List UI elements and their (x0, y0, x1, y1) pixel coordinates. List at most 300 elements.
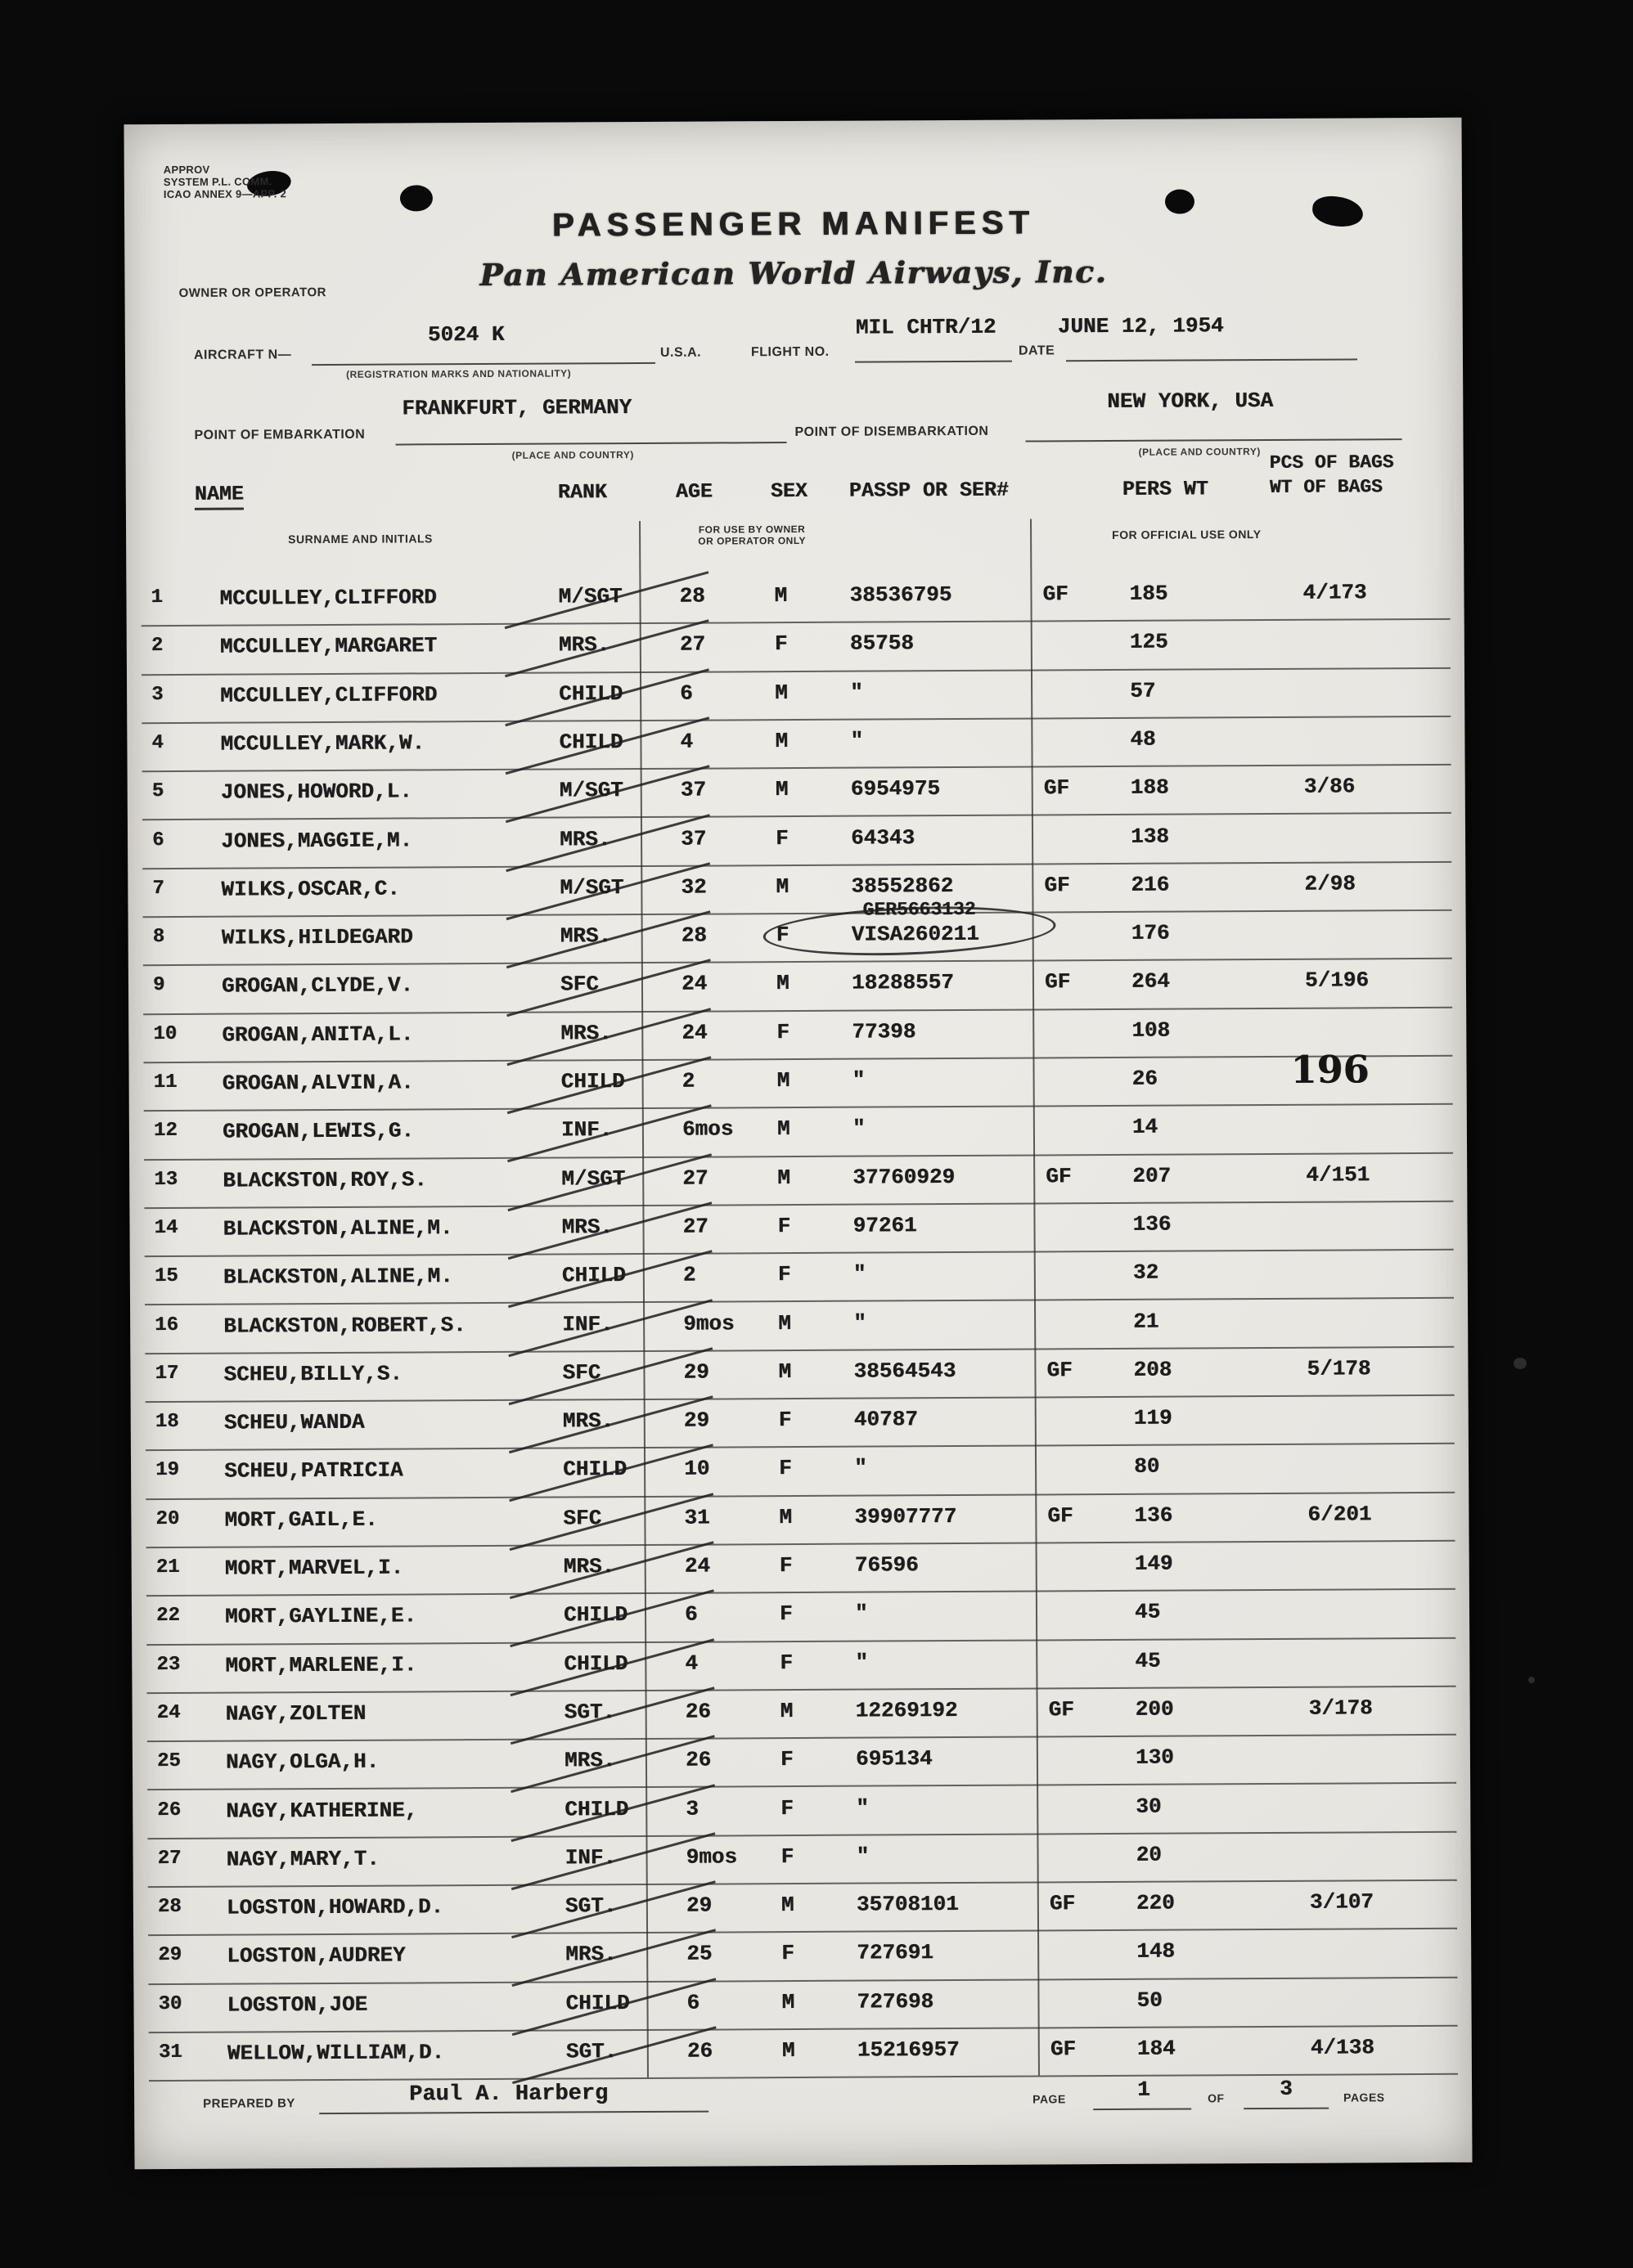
cell-pers-wt: 220 (1136, 1890, 1175, 1915)
cell-pers-wt: 80 (1133, 1454, 1160, 1480)
cell-name: JONES,MAGGIE,M. (220, 827, 413, 854)
cell-passport: " (854, 1601, 868, 1626)
page-number: 1 (1136, 2077, 1150, 2102)
table-row (144, 1152, 1453, 1209)
embarkation-label: POINT OF EMBARKATION (194, 427, 366, 442)
cell-name: BLACKSTON,ALINE,M. (223, 1264, 453, 1290)
cell-passport: 38564543 (853, 1358, 956, 1384)
cell-gf-mark: GF (1047, 1502, 1073, 1529)
cell-sex: M (775, 680, 788, 705)
cell-age: 31 (684, 1505, 710, 1530)
cell-sex: M (778, 1359, 792, 1384)
cell-rank: M/SGT (560, 874, 624, 900)
cell-age: 28 (681, 923, 707, 948)
cell-pers-wt: 208 (1133, 1357, 1172, 1382)
cell-passport: 37760929 (852, 1164, 956, 1190)
row-number: 9 (152, 974, 165, 997)
cell-rank: MRS. (560, 1020, 612, 1046)
table-row (146, 1394, 1455, 1452)
cell-rank: MRS. (560, 923, 612, 949)
row-number: 2 (151, 635, 164, 658)
checkmark-slash (506, 814, 710, 872)
flight-date: JUNE 12, 1954 (1057, 313, 1224, 339)
form-rule (1026, 438, 1402, 442)
prepared-by-value: Paul A. Harberg (409, 2082, 609, 2108)
cell-sex: F (776, 923, 790, 948)
cell-pers-wt: 176 (1131, 920, 1170, 945)
cell-pers-wt: 125 (1129, 629, 1168, 655)
cell-bags: 3/107 (1309, 1889, 1374, 1915)
flight-no-label: FLIGHT NO. (750, 344, 830, 360)
row-number: 15 (154, 1265, 178, 1288)
checkmark-slash (512, 2026, 717, 2084)
cell-name: GROGAN,ALVIN,A. (222, 1070, 414, 1096)
cell-age: 2 (682, 1068, 695, 1094)
cell-sex: F (774, 631, 788, 657)
cell-age: 27 (682, 1165, 709, 1191)
table-row (143, 958, 1452, 1015)
cell-sex: F (778, 1408, 792, 1433)
cell-gf-mark: GF (1044, 969, 1071, 995)
cell-rank: CHILD (559, 680, 623, 707)
checkmark-slash (511, 1784, 715, 1842)
cell-gf-mark: GF (1048, 1697, 1074, 1722)
cell-passport: 12269192 (855, 1697, 958, 1723)
cell-pers-wt: 200 (1135, 1696, 1174, 1722)
cell-passport: 39907777 (854, 1503, 957, 1529)
cell-rank: MRS. (565, 1942, 617, 1967)
cell-age: 27 (682, 1214, 709, 1239)
cell-gf-mark: GF (1046, 1163, 1072, 1189)
cell-rank: SFC (563, 1505, 602, 1531)
cell-age: 29 (683, 1408, 710, 1433)
cell-name: MCCULLEY,MARK,W. (220, 730, 425, 757)
checkmark-slash (507, 1105, 712, 1163)
cell-pers-wt: 14 (1131, 1114, 1158, 1140)
column-header-pers-wt: PERS WT (1122, 477, 1208, 501)
row-number: 24 (156, 1701, 181, 1725)
cell-passport: 76596 (854, 1552, 919, 1578)
cell-sex: F (780, 1650, 794, 1675)
stamp-line: APPROV (163, 163, 210, 177)
row-number: 6 (151, 829, 164, 851)
form-rule (1093, 2108, 1191, 2110)
checkmark-slash (506, 1008, 711, 1066)
cell-name: LOGSTON,HOWARD,D. (226, 1894, 444, 1920)
cell-pers-wt: 136 (1132, 1211, 1172, 1237)
table-row (146, 1443, 1455, 1500)
row-number: 14 (154, 1216, 178, 1240)
cell-sex: M (781, 2038, 795, 2064)
cell-age: 4 (680, 729, 694, 754)
cell-name: WILKS,OSCAR,C. (221, 876, 400, 902)
cell-rank: CHILD (565, 1796, 629, 1822)
cell-age: 26 (686, 2038, 713, 2064)
row-number: 1 (151, 586, 163, 609)
cell-bags: 3/86 (1303, 774, 1356, 799)
cell-rank: M/SGT (561, 1165, 626, 1192)
checkmark-slash (511, 1880, 716, 1938)
cell-age: 25 (686, 1941, 713, 1967)
cell-rank: SGT. (565, 2039, 618, 2064)
subheader-owner-use: FOR USE BY OWNER OR OPERATOR ONLY (698, 523, 807, 547)
checkmark-slash (506, 716, 710, 775)
cell-rank: MRS. (563, 1554, 615, 1579)
passenger-rows (126, 570, 1464, 2066)
cell-age: 26 (685, 1747, 712, 1772)
subheader-official-use: FOR OFFICIAL USE ONLY (1112, 528, 1262, 541)
cell-pers-wt: 264 (1131, 969, 1170, 995)
cell-rank: MRS. (559, 826, 611, 852)
checkmark-slash (512, 1978, 717, 2036)
cell-passport: 15216957 (857, 2037, 960, 2063)
cell-rank: SGT. (565, 1893, 617, 1919)
cell-name: BLACKSTON,ROY,S. (223, 1166, 427, 1193)
cell-passport: " (852, 1261, 866, 1287)
cell-passport: 40787 (853, 1407, 918, 1432)
cell-sex: F (777, 1262, 791, 1287)
cell-passport: " (854, 1455, 867, 1481)
form-rule (1066, 358, 1357, 362)
cell-sex: F (776, 1019, 790, 1044)
cell-passport: 695134 (855, 1746, 933, 1772)
column-header-passport: PASSP OR SER# (848, 478, 1009, 503)
cell-name: WELLOW,WILLIAM,D. (227, 2040, 445, 2066)
owner-operator-label: OWNER OR OPERATOR (178, 285, 327, 300)
row-number: 12 (153, 1120, 178, 1143)
cell-sex: F (777, 1213, 791, 1239)
cell-rank: CHILD (560, 1069, 625, 1094)
cell-age: 29 (686, 1893, 713, 1918)
cell-bags: 5/178 (1307, 1356, 1371, 1381)
pages-total: 3 (1279, 2076, 1293, 2101)
flight-number: MIL CHTR/12 (855, 314, 996, 340)
cell-passport: 35708101 (856, 1892, 959, 1917)
cell-passport: 64343 (850, 824, 915, 851)
cell-name: GROGAN,LEWIS,G. (222, 1118, 415, 1144)
cell-pers-wt: 20 (1136, 1842, 1162, 1867)
cell-bags: 4/151 (1306, 1161, 1370, 1188)
row-number: 23 (156, 1653, 181, 1676)
cell-passport: 727698 (857, 1988, 934, 2014)
checkmark-slash (511, 1686, 715, 1745)
checkmark-slash (508, 1201, 713, 1260)
table-row (148, 1928, 1457, 1985)
cell-age: 37 (680, 826, 707, 851)
checkmark-slash (510, 1493, 714, 1551)
cell-sex: F (780, 1747, 794, 1772)
form-rule (319, 2111, 709, 2114)
cell-sex: F (779, 1601, 793, 1627)
cell-passport: " (852, 1067, 866, 1093)
row-number: 26 (157, 1799, 182, 1821)
row-number: 22 (155, 1605, 180, 1628)
table-row (145, 1249, 1454, 1306)
cell-pers-wt: 45 (1134, 1599, 1161, 1625)
checkmark-slash (509, 1395, 713, 1453)
table-row (147, 1831, 1456, 1889)
checkmark-slash (509, 1444, 713, 1502)
cell-pers-wt: 185 (1129, 581, 1168, 606)
checkmark-slash (506, 910, 711, 968)
row-number: 31 (158, 2041, 182, 2064)
airline-logo: Pan American World Airways, Inc. (479, 254, 1108, 294)
pages-label: PAGES (1343, 2091, 1385, 2104)
cell-pers-wt: 148 (1136, 1938, 1176, 1965)
approval-stamp (164, 163, 286, 200)
bags-header-line1: PCS OF BAGS (1269, 451, 1394, 474)
cell-pers-wt: 207 (1132, 1163, 1172, 1188)
cell-bags: 4/138 (1310, 2035, 1374, 2060)
table-row (142, 764, 1451, 821)
cell-gf-mark: GF (1050, 2037, 1077, 2062)
cell-name: NAGY,ZOLTEN (225, 1700, 367, 1727)
cell-age: 3 (686, 1796, 699, 1821)
cell-rank: CHILD (563, 1602, 628, 1628)
cell-pers-wt: 50 (1136, 1987, 1163, 2013)
cell-rank: MRS. (562, 1408, 614, 1434)
cell-age: 2 (682, 1262, 696, 1287)
cell-rank: SFC (560, 972, 599, 997)
cell-pers-wt: 45 (1135, 1648, 1161, 1673)
cell-pers-wt: 32 (1132, 1260, 1159, 1286)
table-row (142, 618, 1451, 676)
table-row (142, 861, 1451, 918)
cell-sex: M (780, 1698, 794, 1724)
cell-sex: F (775, 825, 789, 851)
cell-name: SCHEU,PATRICIA (224, 1457, 403, 1484)
cell-pers-wt: 30 (1136, 1794, 1162, 1819)
table-row (147, 1734, 1456, 1791)
row-number: 25 (156, 1750, 181, 1773)
cell-sex: M (776, 874, 790, 899)
cell-name: MORT,GAYLINE,E. (224, 1603, 417, 1629)
cell-sex: F (781, 1795, 794, 1821)
cell-passport: 85758 (849, 631, 914, 656)
row-number: 5 (151, 780, 164, 803)
cell-passport: 18288557 (851, 970, 954, 996)
row-number: 17 (155, 1362, 179, 1385)
table-row (145, 1297, 1454, 1354)
cell-passport: 727691 (857, 1940, 933, 1966)
cell-name: MORT,GAIL,E. (224, 1507, 378, 1533)
registration-note: (REGISTRATION MARKS AND NATIONALITY) (346, 367, 572, 380)
cell-passport: " (856, 1844, 870, 1869)
table-row (141, 570, 1450, 627)
table-row (146, 1491, 1455, 1548)
column-header-sex: SEX (770, 478, 808, 504)
table-row (147, 1686, 1456, 1743)
cell-rank: SFC (562, 1360, 601, 1386)
checkmark-slash (505, 620, 709, 678)
cell-passport: " (855, 1650, 869, 1675)
stamp-line: ICAO ANNEX 9—APP. 2 (163, 187, 287, 201)
page-title: PASSENGER MANIFEST (551, 204, 1035, 244)
table-row (148, 1976, 1457, 2033)
row-number: 18 (155, 1411, 179, 1434)
cell-rank: INF. (562, 1311, 614, 1337)
form-rule (855, 361, 1012, 363)
cell-pers-wt: 216 (1131, 872, 1170, 897)
table-row (143, 898, 1452, 967)
column-header-age: AGE (675, 479, 713, 504)
cell-passport: 38536795 (849, 582, 952, 608)
form-rule (1244, 2108, 1329, 2110)
handwritten-note: 196 (1290, 1047, 1370, 1092)
table-row (144, 1201, 1453, 1258)
scan-speck (1528, 1677, 1535, 1683)
row-number: 7 (152, 877, 164, 900)
cell-name: MCCULLEY,CLIFFORD (219, 585, 437, 611)
cell-pers-wt: 119 (1133, 1405, 1172, 1430)
embark-place-note: (PLACE AND COUNTRY) (511, 449, 634, 461)
table-row (143, 1006, 1452, 1063)
cell-age: 6 (686, 1990, 700, 2015)
nationality: U.S.A. (659, 345, 702, 360)
checkmark-slash (508, 1250, 713, 1308)
table-row (147, 1782, 1456, 1839)
cell-passport: 6954975 (850, 776, 941, 802)
checkmark-slash (508, 1299, 713, 1357)
cell-passport: 38552862 (851, 873, 954, 899)
checkmark-slash (510, 1590, 714, 1648)
checkmark-slash (507, 1153, 712, 1211)
cell-name: MCCULLEY,CLIFFORD (220, 681, 438, 708)
cell-pers-wt: 184 (1136, 2036, 1176, 2061)
cell-pers-wt: 26 (1131, 1066, 1158, 1091)
of-label: OF (1208, 2091, 1225, 2105)
cell-name: MORT,MARVEL,I. (224, 1555, 404, 1581)
cell-passport: VISA260211 (851, 921, 979, 947)
row-number: 11 (153, 1071, 178, 1094)
cell-age: 9mos (686, 1844, 738, 1870)
cell-name: WILKS,HILDEGARD (221, 924, 413, 950)
subheader-surname: SURNAME AND INITIALS (288, 532, 433, 546)
row-number: 28 (157, 1896, 182, 1919)
cell-age: 37 (680, 777, 707, 802)
cell-age: 24 (681, 971, 708, 997)
cell-bags: 6/201 (1307, 1502, 1372, 1527)
checkmark-slash (511, 1638, 715, 1696)
table-row (148, 1880, 1457, 1937)
cell-age: 4 (685, 1650, 699, 1676)
row-number: 30 (158, 1992, 182, 2015)
cell-passport: " (850, 728, 864, 753)
cell-sex: M (775, 728, 789, 754)
row-number: 29 (158, 1944, 182, 1967)
cell-rank: CHILD (561, 1263, 626, 1288)
cell-name: BLACKSTON,ROBERT,S. (223, 1312, 466, 1339)
table-row (144, 1103, 1453, 1161)
cell-name: NAGY,OLGA,H. (225, 1749, 380, 1775)
cell-pers-wt: 138 (1130, 824, 1169, 849)
row-number: 13 (154, 1168, 178, 1191)
manifest-page (124, 118, 1472, 2170)
cell-bags: 4/173 (1302, 580, 1367, 605)
cell-rank: MRS. (561, 1215, 614, 1240)
cell-pers-wt: 130 (1135, 1745, 1174, 1771)
column-header-rank: RANK (557, 480, 607, 505)
cell-gf-mark: GF (1049, 1891, 1076, 1916)
cell-age: 24 (684, 1553, 711, 1579)
cell-age: 26 (685, 1699, 711, 1724)
cell-name: GROGAN,ANITA,L. (222, 1022, 414, 1048)
checkmark-slash (505, 571, 709, 629)
row-number: 4 (151, 731, 164, 755)
cell-gf-mark: GF (1042, 582, 1068, 607)
cell-gf-mark: GF (1046, 1358, 1073, 1383)
checkmark-slash (507, 1056, 712, 1114)
cell-sex: M (779, 1504, 793, 1529)
cell-name: GROGAN,CLYDE,V. (221, 972, 414, 999)
cell-passport: 77398 (852, 1018, 916, 1044)
cell-sex: M (776, 971, 790, 996)
date-label: DATE (1018, 344, 1055, 358)
form-rule (312, 362, 655, 366)
cell-age: 32 (681, 874, 707, 900)
table-row (143, 1047, 1452, 1112)
cell-pers-wt: 136 (1134, 1502, 1173, 1528)
checkmark-slash (506, 862, 711, 920)
cell-rank: CHILD (564, 1650, 628, 1677)
row-number: 16 (155, 1314, 179, 1336)
page-label: PAGE (1032, 2092, 1066, 2106)
cell-gf-mark: GF (1043, 775, 1070, 801)
row-number: 10 (153, 1022, 178, 1045)
aircraft-label: AIRCRAFT N— (193, 348, 292, 362)
disembark-place-note: (PLACE AND COUNTRY) (1138, 446, 1261, 458)
table-row (146, 1540, 1455, 1597)
cell-sex: M (777, 1165, 790, 1190)
table-row (146, 1637, 1455, 1694)
cell-name: NAGY,KATHERINE, (226, 1797, 418, 1824)
checkmark-slash (511, 1832, 716, 1890)
cell-age: 6mos (682, 1116, 734, 1143)
embarkation-value: FRANKFURT, GERMANY (402, 395, 632, 421)
prepared-by-label: PREPARED BY (203, 2096, 295, 2111)
cell-name: MCCULLEY,MARGARET (219, 633, 438, 659)
cell-name: LOGSTON,JOE (227, 1992, 368, 2018)
cell-rank: MRS. (558, 632, 610, 658)
checkmark-slash (511, 1929, 716, 1987)
cell-sex: M (781, 1989, 795, 2014)
cell-sex: M (778, 1310, 791, 1336)
cell-pers-wt: 108 (1131, 1017, 1171, 1043)
cell-rank: CHILD (565, 1990, 630, 2016)
cell-sex: M (776, 1068, 790, 1094)
cell-age: 9mos (683, 1310, 735, 1336)
cell-name: JONES,HOWORD,L. (220, 779, 412, 805)
cell-age: 6 (680, 680, 693, 706)
checkmark-slash (510, 1541, 714, 1599)
cell-sex: F (781, 1844, 794, 1869)
cell-bags: 5/196 (1304, 968, 1370, 994)
row-number: 20 (155, 1507, 180, 1530)
row-number: 3 (151, 683, 164, 706)
row-number: 27 (157, 1847, 182, 1870)
column-header-name: NAME (195, 483, 244, 510)
cell-age: 29 (683, 1359, 709, 1385)
cell-sex: M (775, 777, 789, 802)
cell-sex: M (774, 583, 788, 609)
cell-age: 10 (684, 1456, 710, 1482)
cell-name: NAGY,MARY,T. (226, 1846, 380, 1872)
disembarkation-value: NEW YORK, USA (1107, 388, 1274, 415)
cell-passport: " (850, 680, 863, 705)
cell-name: BLACKSTON,ALINE,M. (223, 1215, 453, 1242)
table-row (145, 1346, 1454, 1403)
cell-rank: SGT. (564, 1700, 616, 1725)
